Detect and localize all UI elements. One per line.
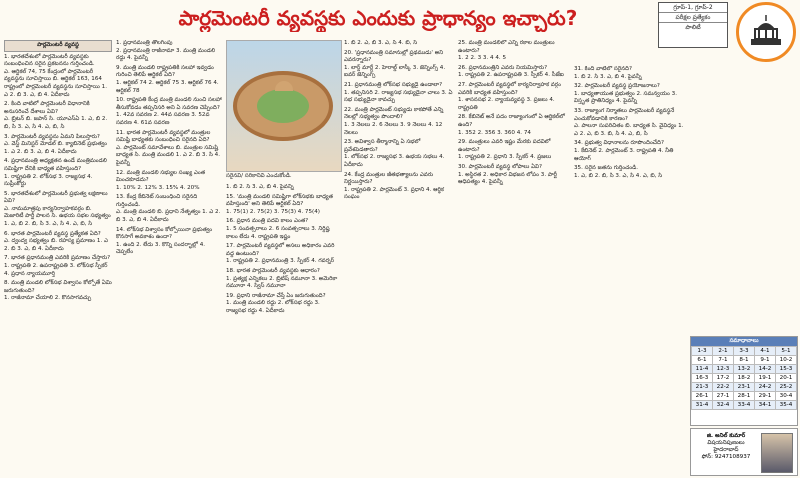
answer-cell: 29-1: [755, 392, 776, 401]
column-heading: పార్లమెంటరీ వ్యవస్థ: [4, 40, 112, 52]
question: [344, 139, 454, 169]
question: [458, 65, 570, 80]
question-options: 1. 2 2. 3 3. 4 4. 5: [458, 55, 507, 62]
column-4: [344, 40, 454, 474]
question: [226, 243, 340, 266]
question-text: 7. భారత ప్రధానమంత్రి ఎవరికి ప్రమాణం చేస్తారు?: [4, 255, 111, 262]
question-text: 11. భారత పార్లమెంటరీ వ్యవస్థలో మంత్రుల సమిష్టి బాధ్యతకు సంబంధించి సరైనది ఏది?: [116, 129, 211, 144]
answer-cell: 7-1: [713, 356, 734, 365]
author-photo: [761, 433, 793, 473]
question-text: 1. భారతదేశంలో పార్లమెంటరీ వ్యవస్థకు సంబంధించిన సరైన ప్రకటనను గుర్తించండి.: [4, 53, 95, 68]
question-text: 23. అవిశ్వాస తీర్మానాన్ని ఏ సభలో ప్రవేశపెడతారు?: [344, 139, 421, 153]
question: [4, 191, 112, 229]
answer-cell: 30-4: [776, 392, 797, 401]
question-text: 32. పార్లమెంటరీ వ్యవస్థ ప్రయోజనాలు?: [574, 83, 660, 90]
question-text: 33. రాజ్యాంగ నిర్మాతలు పార్లమెంటరీ వ్యవస్థనే ఎంచుకోవడానికి కారణం?: [574, 107, 675, 122]
question-text: 22. మంత్రి పార్లమెంట్ సభ్యుడు కాకపోతే ఎన్ని నెలల్లో సభ్యత్వం పొందాలి?: [344, 106, 444, 121]
answer-cell: 31-4: [692, 401, 713, 410]
answer-row: [692, 383, 797, 392]
question: [344, 40, 454, 48]
question-options: 1. ఆర్టికల్ 74 2. ఆర్టికల్ 75 3. ఆర్టికల్ 76 4. ఆర్టికల్ 78: [116, 79, 219, 94]
question: [458, 114, 570, 137]
question-text: 2. కింది వాటిలో పార్లమెంటరీ విధానానికి అనుసరించే దేశాలు ఏవి?: [4, 101, 90, 115]
question-options: 1. రాష్ట్రపతి 2. ఉపరాష్ట్రపతి 3. స్పీకర్ 4. సీజేఐ: [458, 72, 564, 79]
answer-cell: 3-3: [734, 347, 755, 356]
answer-cell: 8-1: [734, 356, 755, 365]
question-text: 17. పార్లమెంటరీ వ్యవస్థలో అసలు అధికారం ఎవరి వద్ద ఉంటుంది?: [226, 243, 335, 257]
question: [116, 170, 222, 193]
answer-cell: 23-1: [734, 383, 755, 392]
question: [226, 218, 340, 241]
question-text: 26. ప్రధానమంత్రిని ఎవరు నియమిస్తారు?: [458, 64, 548, 71]
question: [116, 227, 222, 257]
tag-line-3: పాలిటీ: [685, 24, 701, 31]
question: [4, 134, 112, 157]
question-text: 1. బి 2. ఎ, బి 3. ఎ, సి 4. బి, సి: [344, 40, 418, 46]
question-options: 1. రాష్ట్రపతి 2. లోక్‌సభ 3. రాజ్యసభ 4. సుప్రీంకోర్టు: [4, 173, 93, 188]
answer-row: [692, 374, 797, 383]
answer-cell: 34-1: [755, 401, 776, 410]
question-options: ఎ. పాలనా సుపరిచితం బి. బాధ్యత సి. వైవిధ్యం 1. ఎ 2. ఎ, బి 3. బి, సి 4. ఎ, బి, సి: [574, 123, 684, 137]
question-options: 1. మంత్రి మండలి రద్దు 2. లోక్‌సభ రద్దు 3. రాజ్యసభ రద్దు 4. ఏదీకాదు: [226, 300, 320, 314]
author-city: హైదరాబాద్: [713, 447, 739, 453]
answer-cell: 13-2: [734, 365, 755, 374]
answer-row: [692, 365, 797, 374]
answer-cell: 26-1: [692, 392, 713, 401]
question: [4, 101, 112, 131]
answer-cell: 22-2: [713, 383, 734, 392]
question-options: 1. 10% 2. 12% 3. 15% 4. 20%: [116, 184, 200, 191]
question-text: 13. కేంద్ర కేబినెట్ సంబంధించి సరైనది గుర్తించండి.: [116, 194, 198, 208]
question: [4, 54, 112, 100]
answer-cell: 9-1: [755, 356, 776, 365]
answer-cell: 28-1: [734, 392, 755, 401]
question: [226, 268, 340, 291]
question-options: 1. 42వ సవరణ 2. 44వ సవరణ 3. 52వ సవరణ 4. 61వ సవరణ: [116, 112, 210, 126]
answer-row: [692, 401, 797, 410]
question: [574, 83, 686, 106]
answer-cell: 14-2: [755, 365, 776, 374]
answer-row: [692, 356, 797, 365]
question-options: ఎ. మంత్రి మండలి బి. ప్రధాని నేతృత్వం 1. ఎ 2. బి 3. ఎ, బి 4. ఏదీకాదు: [116, 209, 221, 224]
question-options: 1. 75(1) 2. 75(2) 3. 75(3) 4. 75(4): [226, 208, 320, 215]
question: [4, 255, 112, 278]
answer-row: [692, 392, 797, 401]
answer-cell: 16-3: [692, 374, 713, 383]
parliament-photo: [226, 40, 342, 172]
answer-cell: 4-1: [755, 347, 776, 356]
question: [458, 139, 570, 162]
question: [458, 82, 570, 112]
answer-cell: 1-3: [692, 347, 713, 356]
parliament-courtyard: [257, 89, 309, 123]
question: [116, 65, 222, 95]
question-text: 6. భారత పార్లమెంటరీ వ్యవస్థ ప్రత్యేకత ఏది?: [4, 230, 101, 237]
question: [574, 140, 686, 163]
answer-cell: 11-4: [692, 365, 713, 374]
question-text: 29. మంత్రులు ఎవరి ఇష్టం మేరకు పదవిలో ఉంటారు?: [458, 139, 551, 153]
question-text: 9. మంత్రి మండలి రాష్ట్రపతికి సలహా ఇవ్వడం గురించి తెలిపే ఆర్టికల్ ఏది?: [116, 64, 214, 79]
question-options: 1. రాష్ట్రపతి 2. ఉపరాష్ట్రపతి 3. లోక్‌సభ స్పీకర్ 4. ప్రధాన న్యాయమూర్తి: [4, 263, 108, 277]
question-options: 2. ప్రధానమంత్రి రాజీనామా 3. మంత్రి మండలి రద్దు 4. పైవన్నీ: [116, 47, 216, 62]
answer-key-title: సమాధానాలు: [691, 337, 797, 346]
answer-cell: 6-1: [692, 356, 713, 365]
question-text: 31. కింది వాటిలో సరైనది?: [574, 66, 632, 72]
question-text: 15. 'మంత్రి మండలి సమిష్టిగా లోక్‌సభకు బాధ్యత వహిస్తుంది' అని తెలిపే ఆర్టికల్ ఏది?: [226, 193, 333, 208]
question-text: 1. బి 2. సి 3. ఎ, బి 4. పైవన్నీ: [226, 184, 294, 190]
question-options: 1. 3 నెలలు 2. 6 నెలలు 3. 9 నెలలు 4. 12 నెలలు: [344, 121, 443, 136]
question-text: 10. రాష్ట్రపతి కేంద్ర మంత్రి మండలి నుంచి సలహా తీసుకోవడం తప్పనిసరి అని ఏ సవరణ చెప్పింది?: [116, 97, 222, 111]
question-text: 5. భారతదేశంలో పార్లమెంటరీ ప్రభుత్వ లక్షణాలు ఏవి?: [4, 190, 108, 205]
author-box: [690, 428, 798, 476]
answer-cell: 33-4: [734, 401, 755, 410]
author-phone: ఫోన్: 9247108937: [701, 454, 751, 460]
answer-cell: 35-4: [776, 401, 797, 410]
question-options: 1. రాజీనామా చేయాలి 2. కొనసాగవచ్చు: [4, 295, 92, 302]
question-options: 1. ప్రత్యక్ష ఎన్నికలు 2. బ్రిటిష్ నమూనా 3. అమెరికా నమూనా 4. స్విస్ నమూనా: [226, 275, 338, 290]
question-text: 35. సరైన జతను గుర్తించండి.: [574, 165, 639, 172]
question: [116, 194, 222, 224]
answer-cell: 12-3: [713, 365, 734, 374]
question-text: 28. కేబినెట్ అనే పదం రాజ్యాంగంలో ఏ ఆర్టికల్‌లో ఉంది?: [458, 114, 565, 128]
question-text: 21. ప్రధానమంత్రి లోక్‌సభ సభ్యుడై ఉండాలా?: [344, 81, 443, 88]
parliament-building-icon: [747, 13, 785, 51]
question-options: 1. రాష్ట్రపతి 2. పార్లమెంట్ 3. ప్రధాని 4. ఆర్థిక సంఘం: [344, 186, 444, 201]
answer-cell: 18-2: [734, 374, 755, 383]
column-2: [116, 40, 222, 474]
author-role: విషయనిపుణులు: [707, 440, 745, 446]
question-text: 14. లోక్‌సభ విశ్వాసం కోల్పోయినా ప్రభుత్వం కొనసాగే అవకాశం ఉందా?: [116, 226, 213, 241]
question: [574, 165, 686, 180]
question-options: 1. రాష్ట్రపతి 2. ప్రధానమంత్రి 3. స్పీకర్ 4. గవర్నర్: [226, 258, 335, 265]
question-options: ఎ. వెస్ట్ మినిస్టర్ మోడల్ బి. క్యాబినెట్ ప్రభుత్వం 1. ఎ 2. బి 3. ఎ, బి 4. ఏదీకాదు: [4, 141, 108, 155]
question-text: 25. మంత్రి మండలిలో ఎన్ని రకాల మంత్రులు ఉంటారు?: [458, 40, 555, 54]
question-options: 1. బి 2. సి 3. ఎ, బి 4. పైవన్నీ: [574, 73, 642, 80]
question: [574, 108, 686, 138]
question-text: 19. ప్రధాని రాజీనామా చేస్తే ఏం జరుగుతుంది?: [226, 292, 326, 299]
answer-cell: 15-3: [776, 365, 797, 374]
photo-caption: సరైనవి/ సరికానివి ఎంచుకోండి.: [226, 173, 292, 179]
question-options: 1. ఉంది 2. లేదు 3. కొన్ని సందర్భాల్లో 4. చెప్పలేం: [116, 241, 206, 256]
question-text: 12. మంత్రి మండలి సభ్యుల సంఖ్య ఎంత మించకూడదు?: [116, 169, 206, 184]
answer-row: [692, 347, 797, 356]
answer-cell: 19-1: [755, 374, 776, 383]
answer-cell: 32-4: [713, 401, 734, 410]
question: [458, 40, 570, 63]
answer-cell: 10-2: [776, 356, 797, 365]
question: [116, 40, 222, 63]
question: [344, 50, 454, 80]
question-options: ఎ. బ్రిటన్ బి. జపాన్ సి. యూఎస్ఏ 1. ఎ, బి 2. బి, సి 3. ఎ, సి 4. ఎ, బి, సి: [4, 116, 108, 130]
answer-cell: 21-3: [692, 383, 713, 392]
question-text: 24. కేంద్ర మంత్రుల జీతభత్యాలను ఎవరు నిర్ణయిస్తారు?: [344, 171, 434, 186]
column-6: [574, 66, 686, 474]
question-options: 1. లోక్‌సభ 2. రాజ్యసభ 3. ఉభయ సభలు 4. ఏదీకాదు: [344, 154, 445, 168]
question-text: 18. భారత పార్లమెంటరీ వ్యవస్థకు ఆధారం?: [226, 267, 320, 274]
question: [4, 158, 112, 188]
question: [226, 194, 340, 217]
parliament-logo: [736, 2, 796, 62]
question-options: 1. రాష్ట్రపతి 2. ప్రధాని 3. స్పీకర్ 4. ప్రజలు: [458, 154, 552, 161]
question-text: 34. ప్రభుత్వ విధానాలను రూపొందించేది?: [574, 140, 664, 147]
tag-line-1: గ్రూప్-1, గ్రూప్-2: [659, 3, 727, 13]
question-options: 1. శాసనసభ 2. న్యాయవ్యవస్థ 3. ప్రజలు 4. రాష్ట్రపతి: [458, 97, 555, 111]
answer-cell: 20-1: [776, 374, 797, 383]
question: [574, 66, 686, 81]
question: [458, 164, 570, 187]
question-options: ఎ. ద్వంద్వ సభ్యత్వం బి. రహస్య ప్రమాణం 1. ఎ 2. బి 3. ఎ, బి 4. ఏదీకాదు: [4, 238, 108, 252]
question-options: 1. లార్డ్ మార్లే 2. హెరాల్డ్ లాస్కీ 3. జెన్నింగ్స్ 4. ఐవర్ జెన్నింగ్స్: [344, 64, 446, 79]
question-text: 8. మంత్రి మండలి లోక్‌సభ విశ్వాసం కోల్పోతే ఏమి జరుగుతుంది?: [4, 280, 112, 294]
question-text: 27. పార్లమెంటరీ వ్యవస్థలో కార్యనిర్వాహక వర్గం ఎవరికి బాధ్యత వహిస్తుంది?: [458, 81, 561, 96]
column-3: [226, 184, 340, 474]
question-text: 20. 'ప్రధానమంత్రి సమానుల్లో ప్రథముడు' అని ఎవరన్నారు?: [344, 49, 444, 64]
answer-cell: 2-1: [713, 347, 734, 356]
author-details: [695, 433, 757, 461]
page-title: పార్లమెంటరీ వ్యవస్థకు ఎందుకు ప్రాధాన్యం ఇచ్చారు?: [178, 6, 578, 30]
author-name: జి. అనిల్ కుమార్: [706, 433, 746, 439]
question-options: 1. కేబినెట్ 2. పార్లమెంట్ 3. రాష్ట్రపతి 4. నీతి ఆయోగ్: [574, 147, 674, 162]
question: [226, 293, 340, 316]
question-text: 3. పార్లమెంటరీ వ్యవస్థను ఏమని పిలుస్తారు?: [4, 133, 100, 140]
question-options: 1. బాధ్యతాయుత ప్రభుత్వం 2. సమన్వయం 3. విస్తృత ప్రాతినిధ్యం 4. పైవన్నీ: [574, 90, 677, 105]
question: [116, 97, 222, 127]
answer-cell: 24-2: [755, 383, 776, 392]
question-options: 1. అస్థిరత 2. అధికార విభజన లోపం 3. పార్టీ ఆధిపత్యం 4. పైవన్నీ: [458, 171, 557, 186]
answer-key-table: [691, 346, 797, 410]
answer-cell: 17-2: [713, 374, 734, 383]
answer-key-box: [690, 336, 798, 426]
question-options: ఎ. నామమాత్రపు కార్యనిర్వాహకవర్గం బి. మెజారిటీ పార్టీ పాలన సి. ఉభయ సభల సభ్యత్వం 1. ఎ, బి 2. బి, సి 3. ఎ, సి 4. ఎ, బి, సి: [4, 205, 111, 228]
answer-cell: 27-1: [713, 392, 734, 401]
answer-cell: 25-2: [776, 383, 797, 392]
question-options: ఎ. పార్లమెంట్ సమావేశాలు బి. మంత్రుల సమిష్టి బాధ్యత సి. మంత్రి మండలి 1. ఎ 2. బి 3. సి 4. పైవన్నీ: [116, 144, 220, 166]
question: [116, 130, 222, 168]
question: [4, 280, 112, 303]
question-options: 1. 352 2. 356 3. 360 4. 74: [458, 129, 531, 136]
question-text: 16. ప్రధాన మంత్రి పదవి కాలం ఎంత?: [226, 218, 309, 225]
question-options: ఎ. ఆర్టికల్ 74, 75 కేంద్రంలో పార్లమెంటరీ వ్యవస్థను సూచిస్తాయి బి. ఆర్టికల్ 163, 164 రాష్ట్రంలో పార్లమెంటరీ వ్యవస్థను సూచిస్తాయి 1. ఎ 2. బి 3. ఎ, బి 4. ఏదీకాదు: [4, 68, 107, 98]
section-tag-box: [658, 2, 728, 48]
question: [226, 184, 340, 192]
question-text: 30. పార్లమెంటరీ వ్యవస్థ లోపాలు ఏవి?: [458, 163, 542, 170]
column-5: [458, 40, 570, 474]
question-options: 1. తప్పనిసరి 2. రాజ్యసభ సభ్యుడైనా చాలు 3. ఏ సభ సభ్యుడైనా కావచ్చు: [344, 89, 453, 104]
answer-cell: 5-1: [776, 347, 797, 356]
question-text: 1. ప్రధానమంత్రి తొలగింపు: [116, 40, 173, 46]
column-1: [4, 40, 112, 474]
question: [344, 82, 454, 105]
question: [344, 172, 454, 202]
question: [344, 107, 454, 137]
question: [4, 231, 112, 254]
tag-line-2: పరీక్షల ప్రత్యేకం: [659, 13, 727, 23]
question-options: 1. 5 సంవత్సరాలు 2. 6 సంవత్సరాలు 3. నిర్దిష్ట కాలం లేదు 4. రాష్ట్రపతి ఇష్టం: [226, 225, 330, 240]
question-options: 1. ఎ, బి 2. బి, సి 3. ఎ, సి 4. ఎ, బి, సి: [574, 172, 663, 179]
question-text: 4. ప్రధానమంత్రి అధ్యక్షతన ఉండే మంత్రిమండలి సమిష్టిగా దేనికి బాధ్యత వహిస్తుంది?: [4, 158, 107, 172]
